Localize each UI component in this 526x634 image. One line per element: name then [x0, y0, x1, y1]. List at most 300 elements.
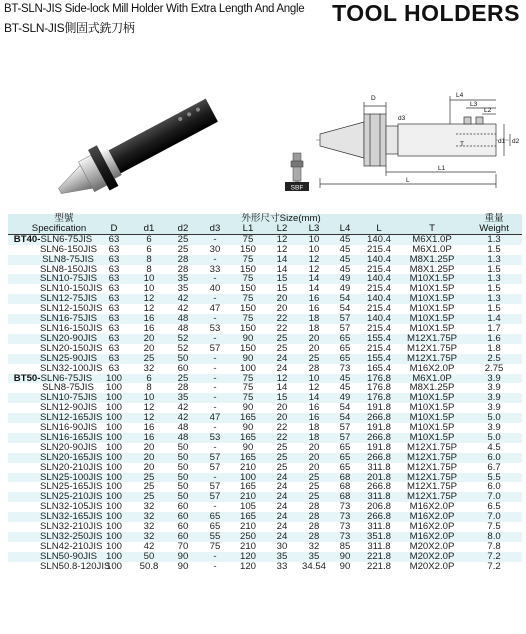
- value-cell: 50: [166, 473, 200, 483]
- value-cell: 165: [230, 482, 266, 492]
- value-cell: 18: [298, 433, 330, 443]
- value-cell: M12X1.75P: [398, 482, 466, 492]
- value-cell: 6.0: [466, 453, 522, 463]
- value-cell: 70: [166, 542, 200, 552]
- value-cell: 35: [166, 284, 200, 294]
- page-header: [0, 0, 526, 48]
- model-code: SLN6-150JIS: [40, 243, 98, 255]
- value-cell: 100: [96, 522, 132, 532]
- value-cell: M20X2.0P: [398, 542, 466, 552]
- value-cell: 150: [230, 284, 266, 294]
- value-cell: 4.5: [466, 443, 522, 453]
- dim-label-d3: d3: [398, 115, 406, 122]
- value-cell: 85: [330, 542, 360, 552]
- value-cell: 52: [166, 334, 200, 344]
- value-cell: 5.5: [466, 473, 522, 483]
- pull-stud-illustration: [284, 152, 310, 192]
- value-cell: 57: [200, 453, 230, 463]
- value-cell: 215.4: [360, 324, 398, 334]
- value-cell: M8X1.25P: [398, 265, 466, 275]
- value-cell: 68: [330, 492, 360, 502]
- value-cell: 6.5: [466, 502, 522, 512]
- value-cell: 20: [298, 443, 330, 453]
- value-cell: 100: [96, 473, 132, 483]
- value-cell: -: [200, 234, 230, 244]
- value-cell: 32: [132, 532, 166, 542]
- value-cell: 6: [132, 374, 166, 384]
- value-cell: 12: [132, 294, 166, 304]
- value-cell: 150: [230, 344, 266, 354]
- value-cell: 75: [230, 274, 266, 284]
- value-cell: 15: [266, 274, 298, 284]
- value-cell: 32: [132, 522, 166, 532]
- model-code: SLN20-210JIS: [40, 461, 103, 473]
- value-cell: 57: [330, 314, 360, 324]
- value-cell: 311.8: [360, 522, 398, 532]
- col-header-l2: L2: [266, 224, 298, 234]
- col-header-l3: L3: [298, 224, 330, 234]
- value-cell: 210: [230, 542, 266, 552]
- value-cell: M16X2.0P: [398, 522, 466, 532]
- value-cell: 28: [166, 265, 200, 275]
- value-cell: 28: [166, 383, 200, 393]
- value-cell: 3.9: [466, 383, 522, 393]
- value-cell: 165: [230, 413, 266, 423]
- value-cell: 63: [96, 324, 132, 334]
- value-cell: 45: [330, 265, 360, 275]
- value-cell: 53: [200, 324, 230, 334]
- value-cell: 16: [298, 294, 330, 304]
- value-cell: M16X2.0P: [398, 364, 466, 374]
- value-cell: 60: [166, 522, 200, 532]
- value-cell: 25: [132, 492, 166, 502]
- value-cell: 28: [298, 502, 330, 512]
- value-cell: 55: [200, 532, 230, 542]
- model-code: SLN25-90JIS: [40, 352, 98, 364]
- title-english: BT-SLN-JIS Side-lock Mill Holder With Extra Length And Angle: [4, 3, 305, 15]
- model-code: SLN32-100JIS: [40, 362, 103, 374]
- col-header-t: T: [398, 224, 466, 234]
- value-cell: 210: [230, 492, 266, 502]
- value-cell: 100: [230, 473, 266, 483]
- value-cell: 73: [330, 512, 360, 522]
- value-cell: 20: [298, 334, 330, 344]
- value-cell: 42: [166, 304, 200, 314]
- tool-holder-photo: [40, 86, 230, 216]
- value-cell: 75: [230, 383, 266, 393]
- model-code: SLN10-75JIS: [40, 392, 98, 404]
- value-cell: 50: [166, 443, 200, 453]
- value-cell: 24: [266, 532, 298, 542]
- value-cell: 191.8: [360, 403, 398, 413]
- value-cell: 63: [96, 294, 132, 304]
- value-cell: 1.3: [466, 234, 522, 244]
- model-code: SLN50-90JIS: [40, 550, 98, 562]
- value-cell: 33: [266, 562, 298, 572]
- value-cell: 16: [132, 324, 166, 334]
- value-cell: 14: [266, 265, 298, 275]
- value-cell: 201.8: [360, 473, 398, 483]
- value-cell: 10: [132, 284, 166, 294]
- value-cell: 52: [166, 344, 200, 354]
- value-cell: 54: [330, 294, 360, 304]
- value-cell: 35: [266, 552, 298, 562]
- value-cell: 1.6: [466, 334, 522, 344]
- value-cell: 100: [96, 433, 132, 443]
- value-cell: 215.4: [360, 304, 398, 314]
- value-cell: 60: [166, 532, 200, 542]
- value-cell: 8: [132, 265, 166, 275]
- value-cell: 57: [330, 423, 360, 433]
- value-cell: 32: [132, 364, 166, 374]
- pull-stud-tag: SBF: [290, 184, 304, 192]
- value-cell: 14: [266, 255, 298, 265]
- value-cell: 65: [330, 453, 360, 463]
- value-cell: 16: [132, 433, 166, 443]
- value-cell: 25: [298, 473, 330, 483]
- value-cell: 12: [132, 304, 166, 314]
- value-cell: 100: [96, 492, 132, 502]
- value-cell: 10: [132, 274, 166, 284]
- value-cell: 24: [266, 364, 298, 374]
- value-cell: 25: [266, 344, 298, 354]
- value-cell: 191.8: [360, 423, 398, 433]
- value-cell: 63: [96, 364, 132, 374]
- title-chinese: BT-SLN-JIS側固式銑刀柄: [4, 21, 135, 35]
- value-cell: 49: [330, 284, 360, 294]
- dim-label-l3: L3: [470, 101, 478, 108]
- value-cell: 351.8: [360, 532, 398, 542]
- value-cell: 54: [330, 304, 360, 314]
- value-cell: -: [200, 423, 230, 433]
- value-cell: 12: [266, 374, 298, 384]
- value-cell: 25: [266, 453, 298, 463]
- value-cell: 5.0: [466, 413, 522, 423]
- value-cell: 45: [330, 245, 360, 255]
- value-cell: 48: [166, 314, 200, 324]
- figures-area: [0, 48, 526, 208]
- value-cell: 311.8: [360, 542, 398, 552]
- value-cell: M10X1.5P: [398, 324, 466, 334]
- value-cell: 63: [96, 255, 132, 265]
- value-cell: 8.0: [466, 532, 522, 542]
- model-code: SLN50.8-120JIS: [40, 560, 111, 572]
- value-cell: -: [200, 334, 230, 344]
- value-cell: 42: [166, 403, 200, 413]
- value-cell: 73: [330, 364, 360, 374]
- value-cell: 20: [132, 453, 166, 463]
- value-cell: 32: [132, 502, 166, 512]
- value-cell: M6X1.0P: [398, 234, 466, 244]
- value-cell: 100: [96, 532, 132, 542]
- value-cell: 20: [266, 413, 298, 423]
- value-cell: 75: [230, 393, 266, 403]
- model-code: SLN42-210JIS: [40, 540, 103, 552]
- value-cell: 20: [132, 344, 166, 354]
- value-cell: 12: [298, 383, 330, 393]
- value-cell: -: [200, 374, 230, 384]
- model-code: SLN32-210JIS: [40, 521, 103, 533]
- value-cell: 2.75: [466, 364, 522, 374]
- value-cell: 90: [230, 334, 266, 344]
- value-cell: 6: [132, 245, 166, 255]
- value-cell: 215.4: [360, 284, 398, 294]
- value-cell: -: [200, 502, 230, 512]
- value-cell: 140.4: [360, 294, 398, 304]
- value-cell: 63: [96, 334, 132, 344]
- value-cell: 35: [298, 552, 330, 562]
- dims-title: 外形尺寸Size(mm): [96, 214, 466, 224]
- value-cell: 176.8: [360, 383, 398, 393]
- value-cell: M10X1.5P: [398, 393, 466, 403]
- value-cell: 105: [230, 502, 266, 512]
- model-code: SLN10-75JIS: [40, 273, 98, 285]
- value-cell: 65: [330, 463, 360, 473]
- value-cell: 75: [230, 234, 266, 244]
- value-cell: 100: [96, 502, 132, 512]
- value-cell: 24: [266, 512, 298, 522]
- value-cell: 32: [298, 542, 330, 552]
- model-code: SLN12-90JIS: [40, 402, 98, 414]
- model-code: SLN25-165JIS: [40, 481, 103, 493]
- dim-label-d1: d1: [498, 138, 506, 145]
- value-cell: 20: [132, 334, 166, 344]
- value-cell: 63: [96, 234, 132, 244]
- value-cell: M6X1.0P: [398, 374, 466, 384]
- value-cell: 120: [230, 562, 266, 572]
- model-code: SLN25-100JIS: [40, 471, 103, 483]
- value-cell: 3.9: [466, 374, 522, 384]
- value-cell: 65: [330, 344, 360, 354]
- model-code: SLN6-75JIS: [40, 233, 93, 245]
- value-cell: 57: [200, 482, 230, 492]
- value-cell: 311.8: [360, 492, 398, 502]
- value-cell: 49: [330, 274, 360, 284]
- col-header-l: L: [360, 224, 398, 234]
- value-cell: 10: [298, 245, 330, 255]
- value-cell: 311.8: [360, 463, 398, 473]
- model-code: SLN8-75JIS: [42, 382, 94, 394]
- value-cell: 20: [298, 453, 330, 463]
- value-cell: 100: [96, 423, 132, 433]
- value-cell: -: [200, 443, 230, 453]
- value-cell: 100: [96, 542, 132, 552]
- value-cell: M8X1.25P: [398, 255, 466, 265]
- value-cell: 57: [200, 344, 230, 354]
- value-cell: 65: [200, 522, 230, 532]
- value-cell: M10X1.5P: [398, 294, 466, 304]
- value-cell: 63: [96, 274, 132, 284]
- brand-heading: TOOL HOLDERS: [332, 0, 520, 26]
- value-cell: 42: [166, 294, 200, 304]
- model-header-en: Specification: [8, 224, 96, 234]
- spec-table-body: [8, 234, 522, 571]
- value-cell: M12X1.75P: [398, 443, 466, 453]
- value-cell: 35: [166, 274, 200, 284]
- value-cell: 6.0: [466, 482, 522, 492]
- value-cell: 25: [132, 473, 166, 483]
- value-cell: 50: [166, 492, 200, 502]
- value-cell: 53: [200, 433, 230, 443]
- value-cell: 45: [330, 383, 360, 393]
- value-cell: 30: [266, 542, 298, 552]
- value-cell: 75: [200, 542, 230, 552]
- value-cell: 16: [132, 423, 166, 433]
- value-cell: 18: [298, 324, 330, 334]
- value-cell: 20: [132, 443, 166, 453]
- value-cell: -: [200, 552, 230, 562]
- value-cell: 7.8: [466, 542, 522, 552]
- value-cell: 45: [330, 234, 360, 244]
- value-cell: 150: [230, 265, 266, 275]
- value-cell: 49: [330, 393, 360, 403]
- value-cell: 47: [200, 304, 230, 314]
- value-cell: 7.0: [466, 512, 522, 522]
- value-cell: 25: [266, 334, 298, 344]
- col-header-d: D: [96, 224, 132, 234]
- value-cell: M12X1.75P: [398, 463, 466, 473]
- value-cell: -: [200, 383, 230, 393]
- value-cell: 20: [298, 344, 330, 354]
- value-cell: 22: [266, 324, 298, 334]
- value-cell: 73: [330, 502, 360, 512]
- value-cell: 25: [132, 482, 166, 492]
- value-cell: 12: [266, 234, 298, 244]
- value-cell: 165: [230, 512, 266, 522]
- value-cell: 176.8: [360, 393, 398, 403]
- value-cell: 215.4: [360, 245, 398, 255]
- value-cell: 73: [330, 522, 360, 532]
- value-cell: 50.8: [132, 562, 166, 572]
- weight-header-zh: 重量: [466, 214, 522, 224]
- dim-label-t: T: [460, 141, 464, 148]
- series-label: BT40-: [13, 233, 41, 245]
- value-cell: 20: [266, 304, 298, 314]
- dim-label-l4: L4: [456, 92, 464, 99]
- value-cell: 47: [200, 413, 230, 423]
- value-cell: 100: [96, 453, 132, 463]
- model-code: SLN8-75JIS: [42, 253, 94, 265]
- dim-label-l2: L2: [484, 107, 492, 114]
- value-cell: 25: [166, 234, 200, 244]
- value-cell: 2.5: [466, 354, 522, 364]
- value-cell: 24: [266, 522, 298, 532]
- value-cell: 210: [230, 463, 266, 473]
- value-cell: 28: [298, 522, 330, 532]
- value-cell: M20X2.0P: [398, 552, 466, 562]
- dim-label-d: D: [371, 95, 376, 102]
- value-cell: 140.4: [360, 314, 398, 324]
- value-cell: 100: [96, 374, 132, 384]
- value-cell: 22: [266, 314, 298, 324]
- value-cell: 8: [132, 383, 166, 393]
- model-code: SLN6-75JIS: [40, 372, 93, 384]
- value-cell: 165.4: [360, 364, 398, 374]
- value-cell: 215.4: [360, 344, 398, 354]
- value-cell: -: [200, 294, 230, 304]
- value-cell: M10X1.5P: [398, 314, 466, 324]
- value-cell: -: [200, 473, 230, 483]
- value-cell: M12X1.75P: [398, 344, 466, 354]
- value-cell: 42: [166, 413, 200, 423]
- value-cell: M10X1.5P: [398, 423, 466, 433]
- technical-drawing: [310, 88, 522, 204]
- value-cell: 28: [298, 364, 330, 374]
- dim-label-d2: d2: [512, 138, 520, 145]
- value-cell: -: [200, 255, 230, 265]
- value-cell: 73: [330, 532, 360, 542]
- value-cell: 25: [266, 443, 298, 453]
- value-cell: 45: [330, 374, 360, 384]
- value-cell: 48: [166, 423, 200, 433]
- value-cell: 63: [96, 245, 132, 255]
- model-code: SLN12-165JIS: [40, 412, 103, 424]
- model-header-zh: 型號: [8, 214, 96, 224]
- value-cell: 3.9: [466, 423, 522, 433]
- value-cell: 12: [132, 413, 166, 423]
- value-cell: 100: [96, 552, 132, 562]
- value-cell: 35: [166, 393, 200, 403]
- value-cell: 140.4: [360, 274, 398, 284]
- value-cell: -: [200, 314, 230, 324]
- value-cell: 33: [200, 265, 230, 275]
- value-cell: M20X2.0P: [398, 562, 466, 572]
- value-cell: 100: [96, 403, 132, 413]
- value-cell: 50: [166, 354, 200, 364]
- value-cell: 18: [298, 314, 330, 324]
- model-code: SLN32-250JIS: [40, 531, 103, 542]
- value-cell: 54: [330, 403, 360, 413]
- value-cell: 266.8: [360, 482, 398, 492]
- value-cell: 215.4: [360, 265, 398, 275]
- value-cell: 68: [330, 473, 360, 483]
- value-cell: 25: [298, 482, 330, 492]
- value-cell: 50: [132, 552, 166, 562]
- value-cell: 68: [330, 482, 360, 492]
- value-cell: 10: [132, 393, 166, 403]
- value-cell: 8: [132, 255, 166, 265]
- value-cell: M10X1.5P: [398, 413, 466, 423]
- value-cell: 150: [230, 324, 266, 334]
- value-cell: 266.8: [360, 512, 398, 522]
- value-cell: 25: [132, 354, 166, 364]
- value-cell: 1.5: [466, 265, 522, 275]
- value-cell: M12X1.75P: [398, 453, 466, 463]
- value-cell: 60: [166, 502, 200, 512]
- value-cell: 3.9: [466, 393, 522, 403]
- value-cell: 25: [166, 374, 200, 384]
- value-cell: 57: [200, 492, 230, 502]
- value-cell: 40: [200, 284, 230, 294]
- value-cell: 191.8: [360, 443, 398, 453]
- value-cell: M12X1.75P: [398, 354, 466, 364]
- value-cell: 25: [298, 354, 330, 364]
- value-cell: -: [200, 403, 230, 413]
- model-code: SLN20-90JIS: [40, 332, 98, 344]
- model-code: SLN8-150JIS: [40, 263, 98, 275]
- value-cell: 165: [230, 453, 266, 463]
- value-cell: 210: [230, 522, 266, 532]
- value-cell: 120: [230, 552, 266, 562]
- value-cell: M12X1.75P: [398, 473, 466, 483]
- value-cell: 90: [166, 562, 200, 572]
- value-cell: 14: [298, 284, 330, 294]
- value-cell: 6: [132, 234, 166, 244]
- value-cell: 155.4: [360, 334, 398, 344]
- value-cell: 100: [230, 364, 266, 374]
- value-cell: 32: [132, 512, 166, 522]
- value-cell: 20: [266, 294, 298, 304]
